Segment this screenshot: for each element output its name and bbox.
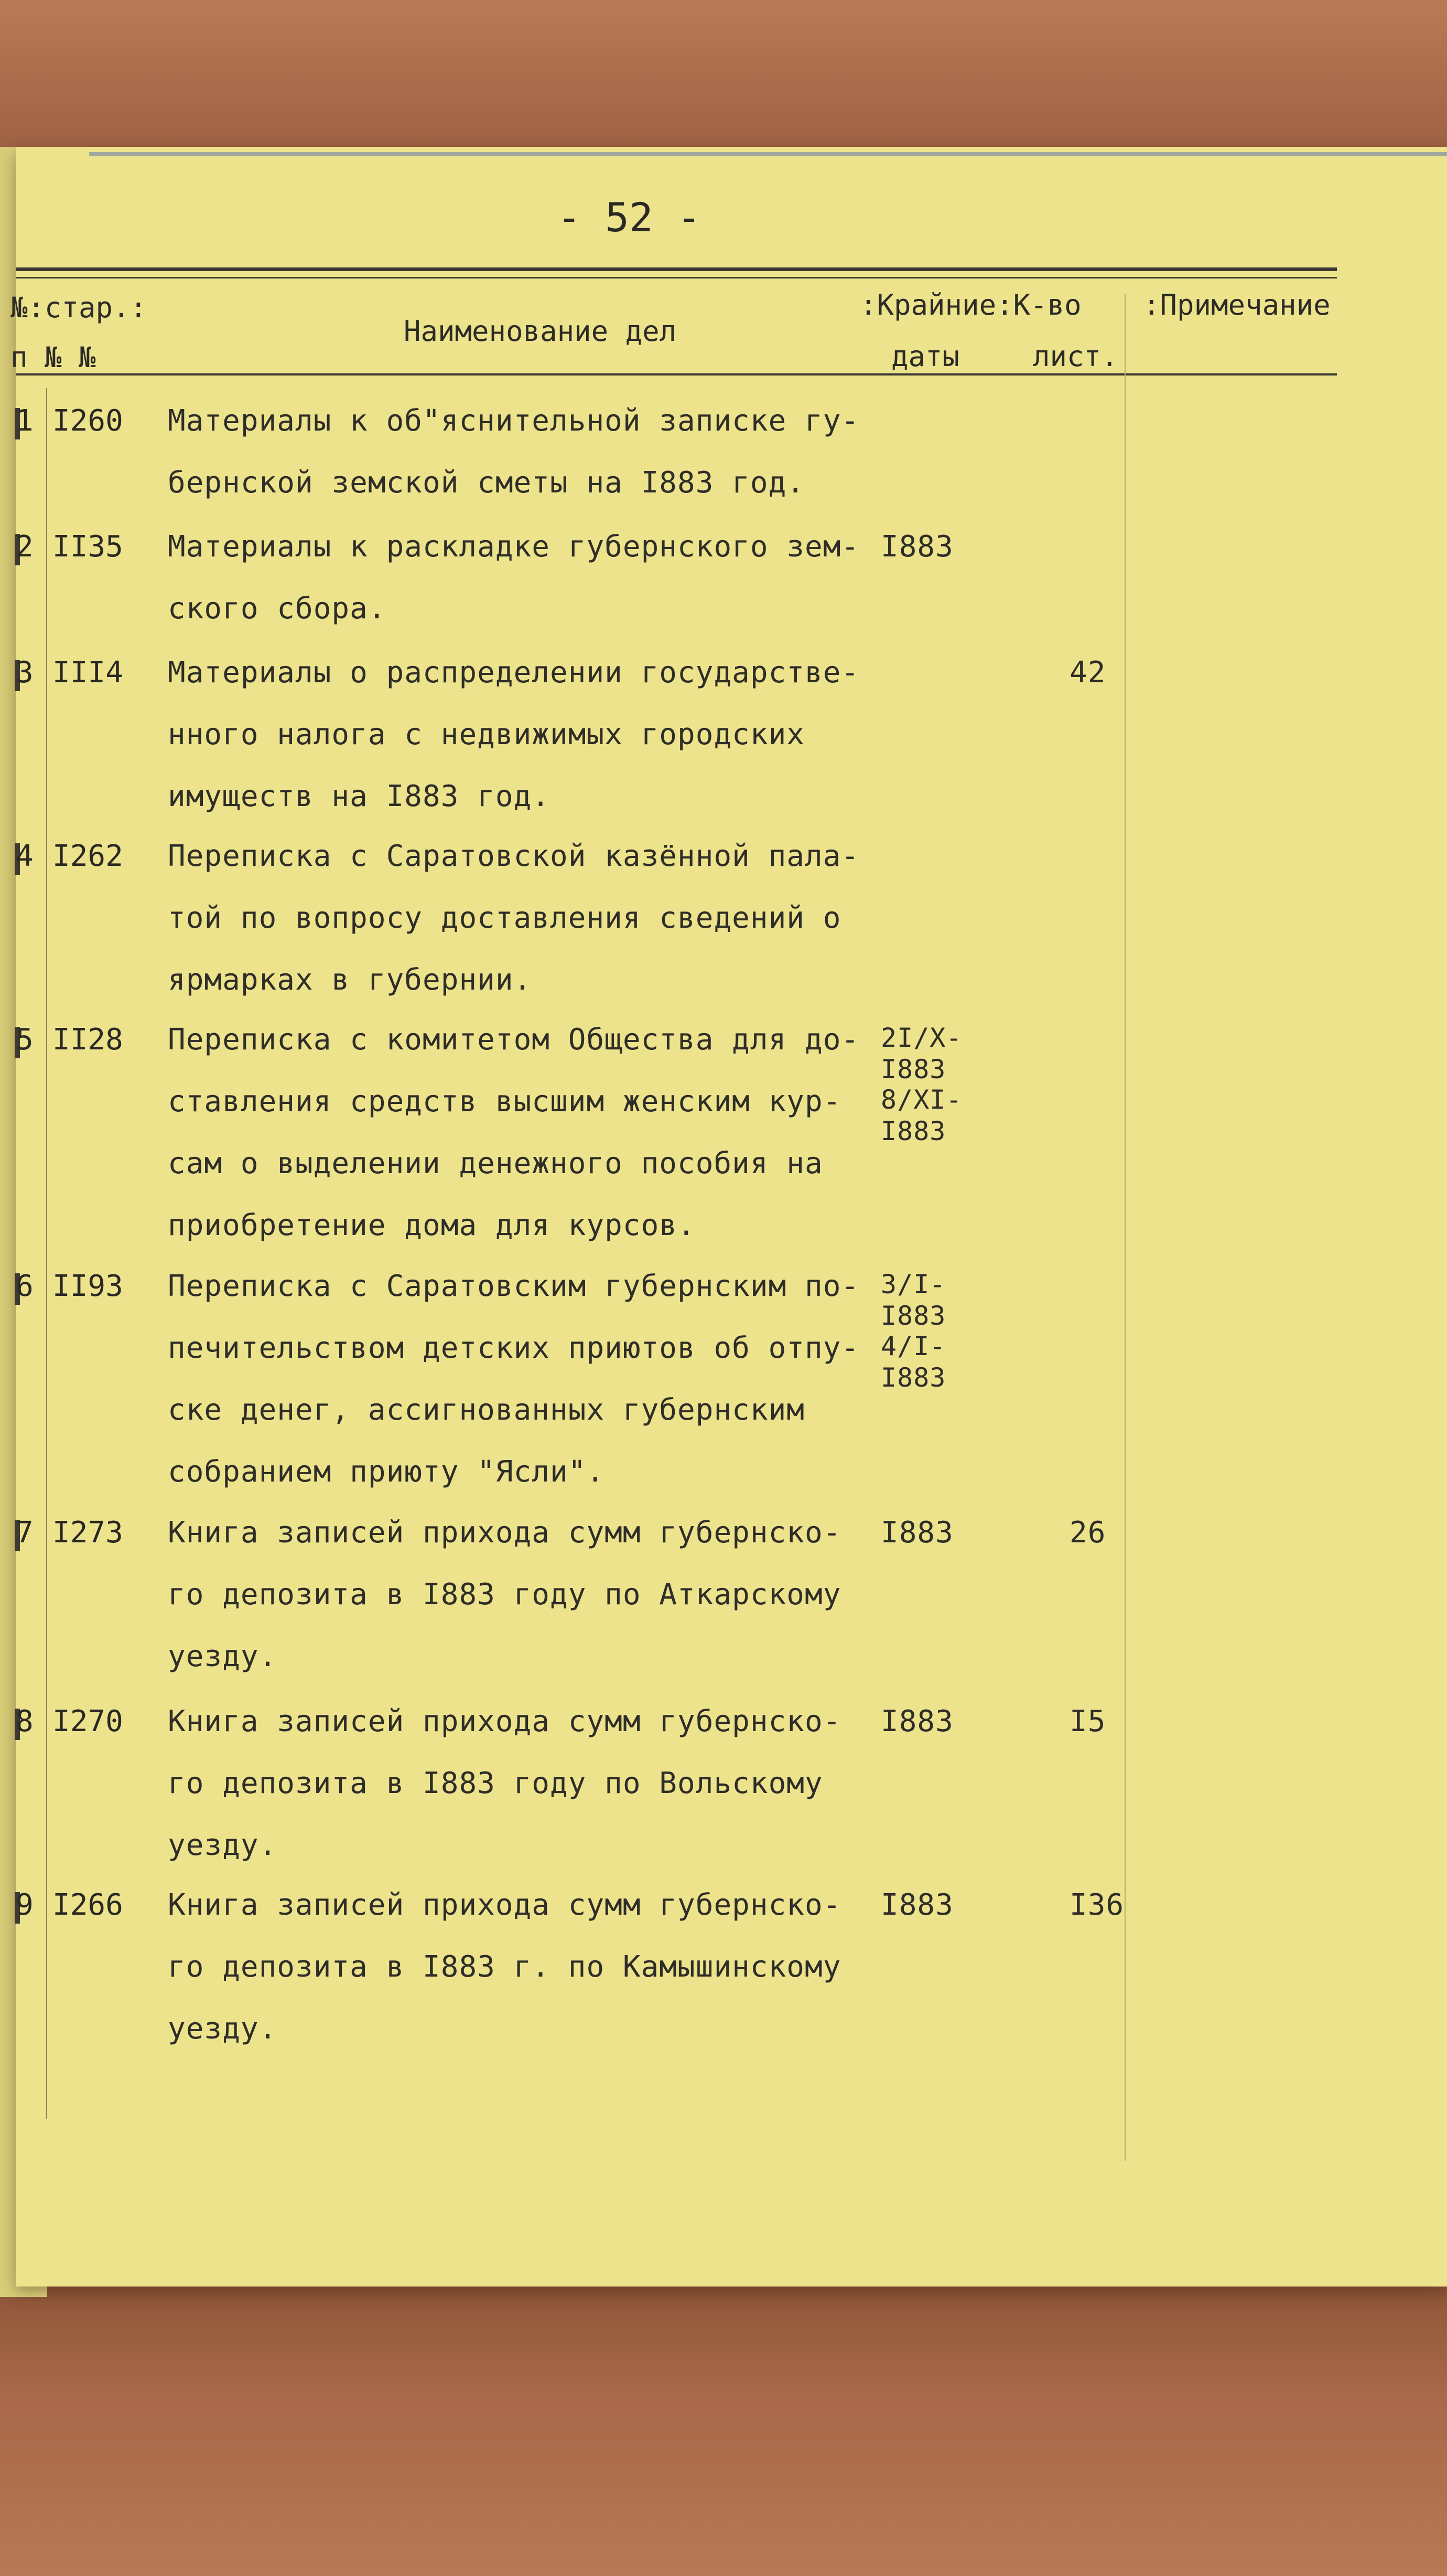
row-title-line: го депозита в I883 году по Аткарскому [168,1577,841,1612]
row-number: 7 [16,1516,34,1550]
column-divider-number [46,388,47,2119]
row-title-line: ске денег, ассигнованных губернским [168,1393,805,1427]
header-number-col-sub: п № № [10,341,96,374]
row-title-line: печительством детских приютов об отпу- [168,1331,860,1365]
row-title-line: собранием приюту "Ясли". [168,1455,605,1489]
row-old-number: I270 [52,1704,123,1738]
row-title-line: Книга записей прихода сумм губернско- [168,1888,841,1922]
row-title-line: Книга записей прихода сумм губернско- [168,1516,841,1550]
row-number: 5 [16,1023,34,1057]
header-dates-col: :Крайние:К-во [860,288,1082,321]
row-number: 6 [16,1269,34,1303]
row-date: 2I/X- [881,1023,963,1053]
row-date: I883 [881,530,954,564]
row-title-line: Материалы о распределении государстве- [168,656,860,690]
row-title-line: уезду. [168,1639,277,1673]
header-rule-top-thin [16,277,1337,278]
row-sheets: 26 [1070,1516,1106,1550]
page-edge [89,152,1447,156]
row-old-number: II35 [52,530,123,564]
row-date: 3/I- [881,1269,946,1300]
row-title-line: бернской земской сметы на I883 год. [168,466,805,500]
row-sheets: I36 [1070,1888,1125,1922]
row-title-line: го депозита в I883 г. по Камышинскому [168,1950,841,1984]
row-date-year: I883 [881,1054,946,1085]
desk-background-bottom [0,2281,1447,2576]
row-date: I883 [881,1704,954,1738]
row-number: 2 [16,530,34,564]
row-title-line: сам о выделении денежного пособия на [168,1146,823,1180]
row-date: 8/XI- [881,1085,963,1115]
row-title-line: Переписка с Саратовским губернским по- [168,1269,860,1303]
row-sheets: I5 [1070,1704,1106,1738]
row-old-number: I273 [52,1516,123,1550]
row-title-line: ставления средств высшим женским кур- [168,1085,841,1119]
row-title-line: уезду. [168,1828,277,1862]
header-rule-top [16,267,1337,271]
row-number: 9 [16,1888,34,1922]
row-title-line: го депозита в I883 году по Вольскому [168,1766,823,1800]
row-date: 4/I- [881,1331,946,1361]
header-title-col: Наименование дел [404,315,677,348]
column-divider-remarks [1125,294,1126,2161]
row-number: 8 [16,1704,34,1738]
row-date-year: I883 [881,1362,946,1393]
row-title-line: той по вопросу доставления сведений о [168,901,841,935]
header-sheets-col-sub: лист. [1033,340,1118,373]
row-title-line: Переписка с комитетом Общества для до- [168,1023,860,1057]
row-old-number: I260 [52,404,123,438]
header-rule-bottom [16,373,1337,375]
row-title-line: приобретение дома для курсов. [168,1208,696,1242]
row-title-line: ского сбора. [168,592,386,626]
row-title-line: уезду. [168,2012,277,2046]
page-number: - 52 - [557,194,701,241]
row-date: I883 [881,1516,954,1550]
row-date-year: I883 [881,1301,946,1331]
header-number-col: №:стар.: [10,291,147,324]
row-title-line: Книга записей прихода сумм губернско- [168,1704,841,1738]
row-old-number: III4 [52,656,123,690]
row-title-line: Материалы к раскладке губернского зем- [168,530,860,564]
row-title-line: Материалы к об"яснительной записке гу- [168,404,860,438]
row-old-number: II28 [52,1023,123,1057]
row-title-line: Переписка с Саратовской казённой пала- [168,839,860,873]
desk-background-top [0,0,1447,168]
row-date-year: I883 [881,1116,946,1146]
header-remarks-col: :Примечание [1143,288,1331,321]
row-number: 1 [16,404,34,438]
row-sheets: 42 [1070,656,1106,690]
header-dates-col-sub: даты [891,340,960,373]
row-date: I883 [881,1888,954,1922]
row-old-number: I266 [52,1888,123,1922]
row-number: 3 [16,656,34,690]
row-old-number: II93 [52,1269,123,1303]
row-title-line: нного налога с недвижимых городских [168,717,805,752]
row-old-number: I262 [52,839,123,873]
row-title-line: имуществ на I883 год. [168,779,550,813]
row-number: 4 [16,839,34,873]
row-title-line: ярмарках в губернии. [168,963,532,997]
